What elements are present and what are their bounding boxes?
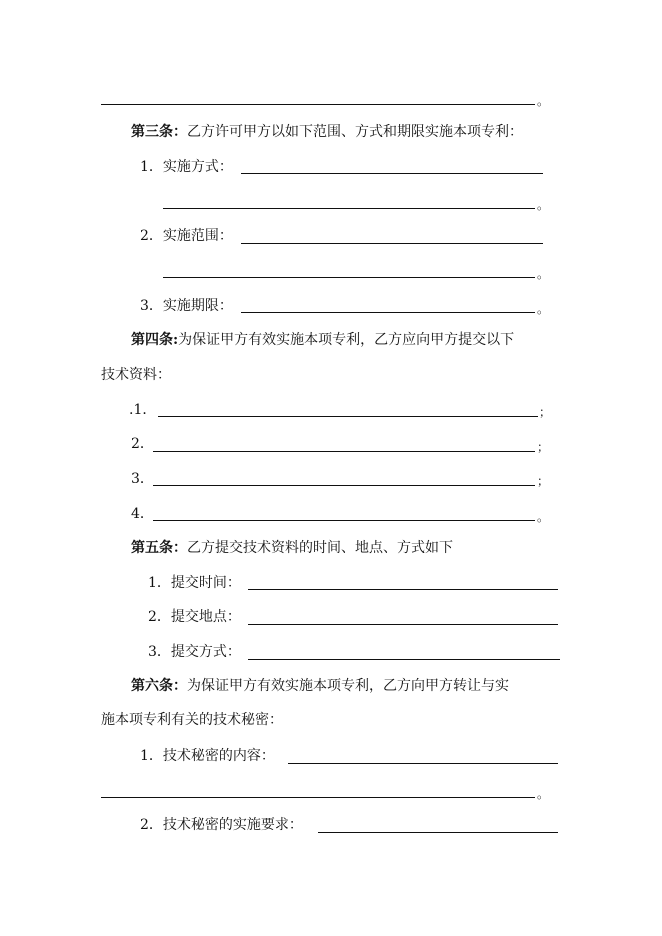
blank-line: [241, 173, 543, 174]
item-label: .1．: [129, 402, 157, 418]
article-3: [131, 123, 523, 141]
item-label: 2．提交地点：: [148, 609, 241, 625]
article-6: [131, 677, 509, 695]
period: 。: [537, 787, 550, 801]
item-label: 3．提交方式：: [148, 644, 241, 660]
semicolon: ；: [539, 405, 552, 419]
article-text-cont: 技术资料：: [101, 367, 171, 383]
period: 。: [537, 302, 550, 316]
item-label: 1．技术秘密的内容：: [140, 748, 275, 764]
item-label: 2．技术秘密的实施要求：: [140, 817, 303, 833]
article-text: 乙方提交技术资料的时间、地点、方式如下: [187, 540, 453, 556]
semicolon: ；: [537, 440, 550, 454]
article-heading: 第六条：: [131, 678, 187, 694]
article-text: 为保证甲方有效实施本项专利，乙方向甲方转让与实: [187, 678, 509, 694]
item-label: 1．提交时间：: [148, 575, 241, 591]
blank-line: [248, 589, 558, 590]
blank-line: [248, 659, 560, 660]
blank-line: [163, 277, 535, 278]
blank-line: [158, 416, 538, 417]
blank-line: [163, 208, 535, 209]
article-5: [131, 539, 453, 557]
period: 。: [537, 510, 550, 524]
blank-line: [101, 797, 535, 798]
blank-line: [288, 763, 558, 764]
blank-line: [153, 520, 535, 521]
period: 。: [537, 267, 550, 281]
blank-line: [241, 312, 535, 313]
item-label: 2．实施范围：: [140, 228, 233, 244]
period: 。: [537, 198, 550, 212]
article-heading: 第四条:: [131, 332, 179, 348]
blank-line: [153, 451, 535, 452]
blank-line: [153, 485, 535, 486]
period: 。: [537, 94, 550, 108]
item-label: 3．: [131, 471, 154, 487]
item-label: 3．实施期限：: [140, 298, 233, 314]
blank-line: [101, 104, 535, 105]
article-text: 为保证甲方有效实施本项专利，乙方应向甲方提交以下: [178, 332, 515, 348]
article-heading: 第五条：: [131, 540, 187, 556]
blank-line: [241, 243, 543, 244]
item-label: 1．实施方式：: [140, 159, 233, 175]
item-label: 2．: [131, 436, 154, 452]
blank-line: [318, 832, 558, 833]
item-label: 4．: [131, 506, 154, 522]
semicolon: ；: [537, 474, 550, 488]
article-text-cont: 施本项专利有关的技术秘密：: [101, 712, 283, 728]
article-4: [131, 331, 514, 349]
article-text: 乙方许可甲方以如下范围、方式和期限实施本项专利：: [187, 124, 523, 140]
blank-line: [248, 624, 558, 625]
article-heading: 第三条：: [131, 124, 187, 140]
